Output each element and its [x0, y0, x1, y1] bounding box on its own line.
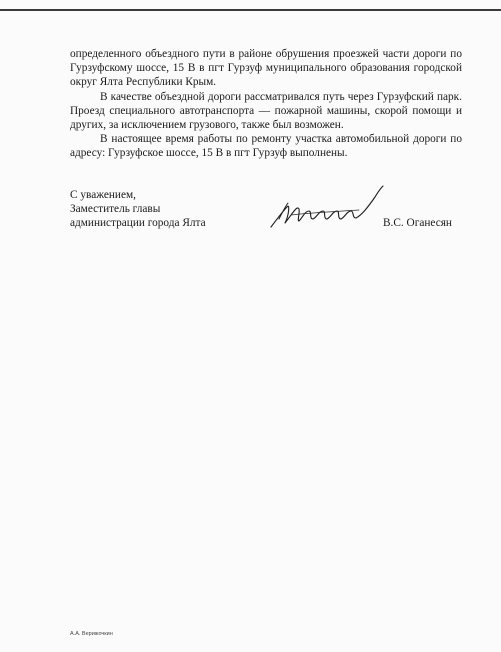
handwritten-signature [267, 183, 387, 231]
top-rule [0, 9, 501, 11]
signatory-position: Заместитель главы [70, 203, 161, 216]
letter-body [70, 47, 462, 161]
paragraph-repair-status: В настоящее время работы по ремонту участка автомобильной дороги по адресу: Гурзуфское шоссе, 15 В в пгт Гурзуф выполнены. [70, 133, 462, 160]
signatory-name: В.С. Оганесян [383, 217, 452, 229]
closing-block [70, 188, 206, 231]
paragraph-continuation: определенного объездного пути в районе обрушения проезжей части дороги по Гурзуфскому шоссе, 15 В в пгт Гурзуф муниципального образования городской округ Ялта Республики Крым. [70, 48, 462, 89]
closing-salutation: С уважением, [70, 189, 136, 201]
signatory-organization: администрации города Ялта [70, 217, 206, 230]
paragraph-detour-route: В качестве объездной дороги рассматривался путь через Гурзуфский парк. Проезд специального автотранспорта — пожарной машины, скорой помощи и других, за исключением грузового, также был возможен. [70, 90, 462, 132]
executor-note: А.А. Верижочкин [70, 631, 113, 637]
